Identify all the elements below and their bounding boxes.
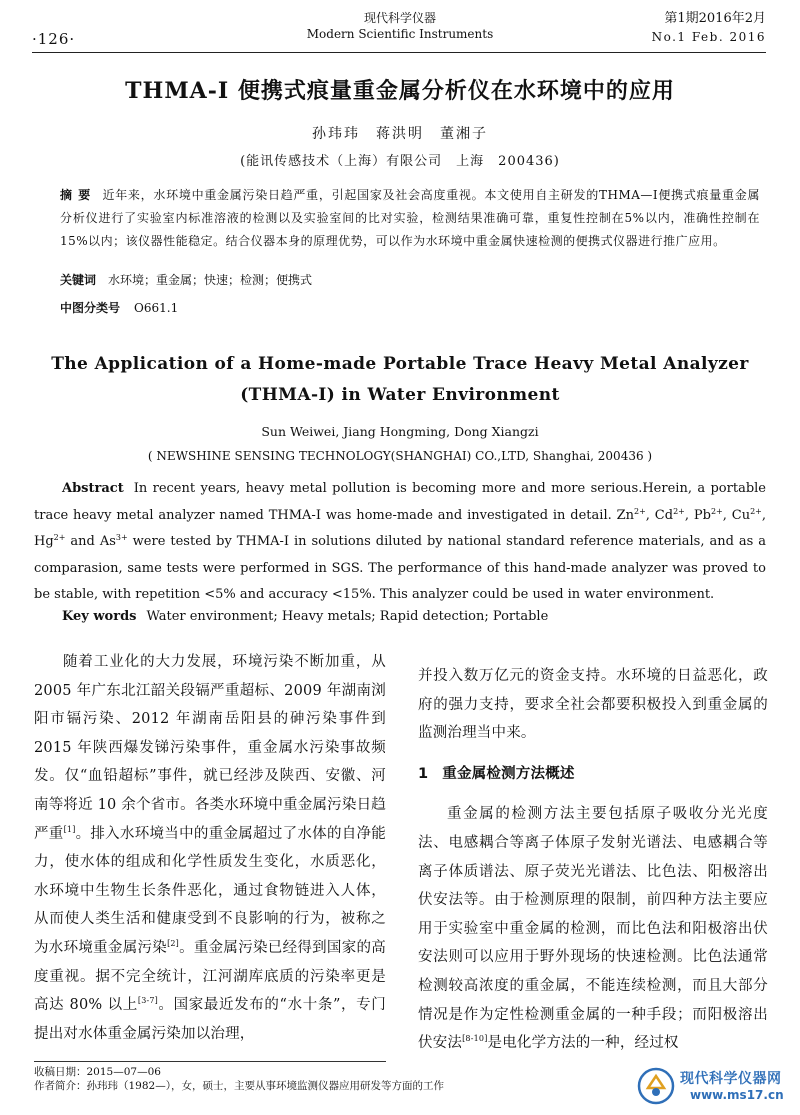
abstract-cn bbox=[60, 184, 760, 253]
ion-separator: and bbox=[65, 534, 100, 549]
ion-separator: , bbox=[761, 507, 767, 523]
journal-name-en: Modern Scientific Instruments bbox=[306, 27, 494, 41]
keywords-en-label: Key words bbox=[62, 609, 137, 624]
footnote bbox=[34, 1065, 444, 1093]
ion-symbol: As bbox=[99, 534, 116, 549]
ion-charge: 2+ bbox=[750, 506, 762, 516]
section-title: 重金属检测方法概述 bbox=[442, 765, 575, 782]
body-paragraph: 并投入数万亿元的资金支持。水环境的日益恶化，政府的强力支持，要求全社会都要积极投入到重金属的监测治理当中来。 bbox=[418, 668, 768, 742]
clc-label: 中图分类号 bbox=[60, 301, 121, 315]
ion-symbol: Zn bbox=[616, 507, 634, 523]
abstract-en bbox=[34, 476, 766, 609]
authors-en: Sun Weiwei, Jiang Hongming, Dong Xiangzi bbox=[261, 424, 539, 439]
ion-symbol: Pb bbox=[693, 507, 711, 523]
text-run: 。排入水环境当中的重金属超过了水体的自净能力，使水体的组成和化学性质发生变化，水质恶化，水环境中生物生长条件恶化，通过食物链进入人体，从而使人类生活和健康受到不良影响的行为，被称之为水环境重金属污染 bbox=[34, 825, 386, 956]
ion-charge: 2+ bbox=[634, 506, 646, 516]
page-number: ·126· bbox=[32, 30, 76, 48]
section-number: 1 bbox=[418, 765, 429, 782]
text-run: 重金属的检测方法主要包括原子吸收分光光度法、电感耦合等离子体原子发射光谱法、电感耦合等离子体质谱法、原子荧光光谱法、比色法、阳极溶出伏安法等。由于检测原理的限制，前四种方法主要应用于实验室中重金属的检测，而比色法和阳极溶出伏安法则可以应用于野外现场的快速检测。比色法通常检测较高浓度的重金属，不能连续检测，而且大部分情况是作为定性检测重金属的一种手段；而阳极溶出伏安法 bbox=[418, 806, 768, 1052]
ion-charge: 2+ bbox=[673, 506, 685, 516]
abstract-en-label: Abstract bbox=[62, 481, 124, 496]
author-bio: 作者简介：孙玮玮（1982—），女，硕士，主要从事环境监测仪器应用研发等方面的工作 bbox=[34, 1080, 444, 1092]
text-run: 。国家最近发布的“水十条”，专门提出对水体重金属污染加以治理， bbox=[34, 997, 387, 1042]
text-run: 。重金属污染已经得到国家的高度重视。据不完全统计，江河湖库底质的污染率更是高达 80% 以上 bbox=[34, 939, 386, 1014]
header-rule bbox=[32, 52, 766, 53]
ion-symbol: Hg bbox=[34, 534, 54, 549]
body-column-left bbox=[34, 648, 386, 1048]
abstract-cn-text: 近年来，水环境中重金属污染日趋严重，引起国家及社会高度重视。本文使用自主研发的THMA—I便携式痕量重金属分析仪进行了实验室内标准溶液的检测以及实验室间的比对实验，检测结果准确可靠，重复性控制在5%以内，准确性控制在15%以内；该仪器性能稳定。结合仪器本身的原理优势，可以作为水环境中重金属快速检测的便携式仪器进行推广应用。 bbox=[60, 188, 760, 248]
section-heading bbox=[418, 760, 768, 789]
abstract-en-part2: were tested by THMA-I in solutions diluted by national standard reference materials, and as a comparasion, same tests were performed in SGS. The performance of this hand-made analyzer was proved to be stable, with repetition <5% and accuracy <15%. This analyzer could be used in water environment. bbox=[34, 534, 766, 602]
keywords-en bbox=[62, 609, 548, 624]
clc-value: O661.1 bbox=[134, 301, 179, 315]
ion-charge: 2+ bbox=[53, 533, 66, 542]
keywords-cn-text: 水环境；重金属；快速；检测；便携式 bbox=[108, 273, 313, 287]
received-date: 收稿日期：2015—07—06 bbox=[34, 1066, 161, 1078]
affiliation-cn: (能讯传感技术（上海）有限公司 上海 200436) bbox=[240, 154, 560, 169]
body-column-right bbox=[418, 662, 768, 1058]
ion-separator: , bbox=[645, 507, 655, 523]
journal-name-cn: 现代科学仪器 bbox=[363, 11, 436, 25]
text-run: 随着工业化的大力发展，环境污染不断加重，从 2005 年广东北江韶关段镉严重超标、2009 年湖南浏阳市镉污染、2012 年湖南岳阳县的砷污染事件到 2015 年陕西爆发锑污染事件，重金属水污染事故频发。仅“血铅超标”事件，就已经涉及陕西、安徽、河南等将近 10 余个省市。各类水环境中重金属污染日趋严重 bbox=[34, 654, 386, 842]
citation-ref: [8-10] bbox=[462, 1034, 488, 1044]
site-watermark bbox=[636, 1062, 796, 1110]
citation-ref: [3-7] bbox=[137, 996, 158, 1006]
abstract-en-part1: In recent years, heavy metal pollution is becoming more and more serious.Herein, a portable trace heavy metal analyzer named THMA-I was home-made and investigated in detail. bbox=[34, 481, 766, 523]
watermark-name: 现代科学仪器网 bbox=[680, 1071, 782, 1087]
ion-charge: 2+ bbox=[710, 506, 723, 516]
issue-en: No.1 Feb. 2016 bbox=[651, 30, 766, 44]
paper-title-en: The Application of a Home-made Portable Trace Heavy Metal Analyzer (THMA-I) in Water Environment bbox=[51, 354, 749, 405]
ion-separator: , bbox=[684, 507, 694, 523]
issue-cn: 第1期2016年2月 bbox=[664, 11, 766, 26]
body-paragraph bbox=[418, 800, 768, 1057]
text-run: 是电化学方法的一种，经过权 bbox=[487, 1035, 679, 1052]
ion-symbol: Cd bbox=[654, 507, 674, 523]
citation-ref: [1] bbox=[63, 824, 76, 834]
body-paragraph bbox=[34, 648, 386, 1048]
issue-info bbox=[652, 10, 766, 46]
ion-separator: , bbox=[722, 507, 732, 523]
keywords-en-text: Water environment; Heavy metals; Rapid detection; Portable bbox=[146, 609, 549, 624]
paper-title-cn: THMA-I 便携式痕量重金属分析仪在水环境中的应用 bbox=[125, 78, 675, 104]
citation-ref: [2] bbox=[167, 938, 179, 948]
keywords-cn-label: 关键词 bbox=[60, 273, 97, 287]
abstract-cn-label: 摘要 bbox=[60, 188, 97, 202]
ion-charge: 3+ bbox=[115, 533, 128, 542]
keywords-cn bbox=[60, 271, 312, 288]
classification-number bbox=[60, 299, 178, 316]
affiliation-en: ( NEWSHINE SENSING TECHNOLOGY(SHANGHAI) CO.,LTD, Shanghai, 200436 ) bbox=[147, 449, 653, 463]
watermark-url: www.ms17.cn bbox=[690, 1088, 784, 1102]
watermark-logo-icon bbox=[636, 1066, 676, 1106]
authors-cn: 孙玮玮 蒋洪明 董湘子 bbox=[312, 126, 488, 142]
ion-symbol: Cu bbox=[731, 507, 751, 523]
footnote-rule bbox=[34, 1061, 386, 1062]
